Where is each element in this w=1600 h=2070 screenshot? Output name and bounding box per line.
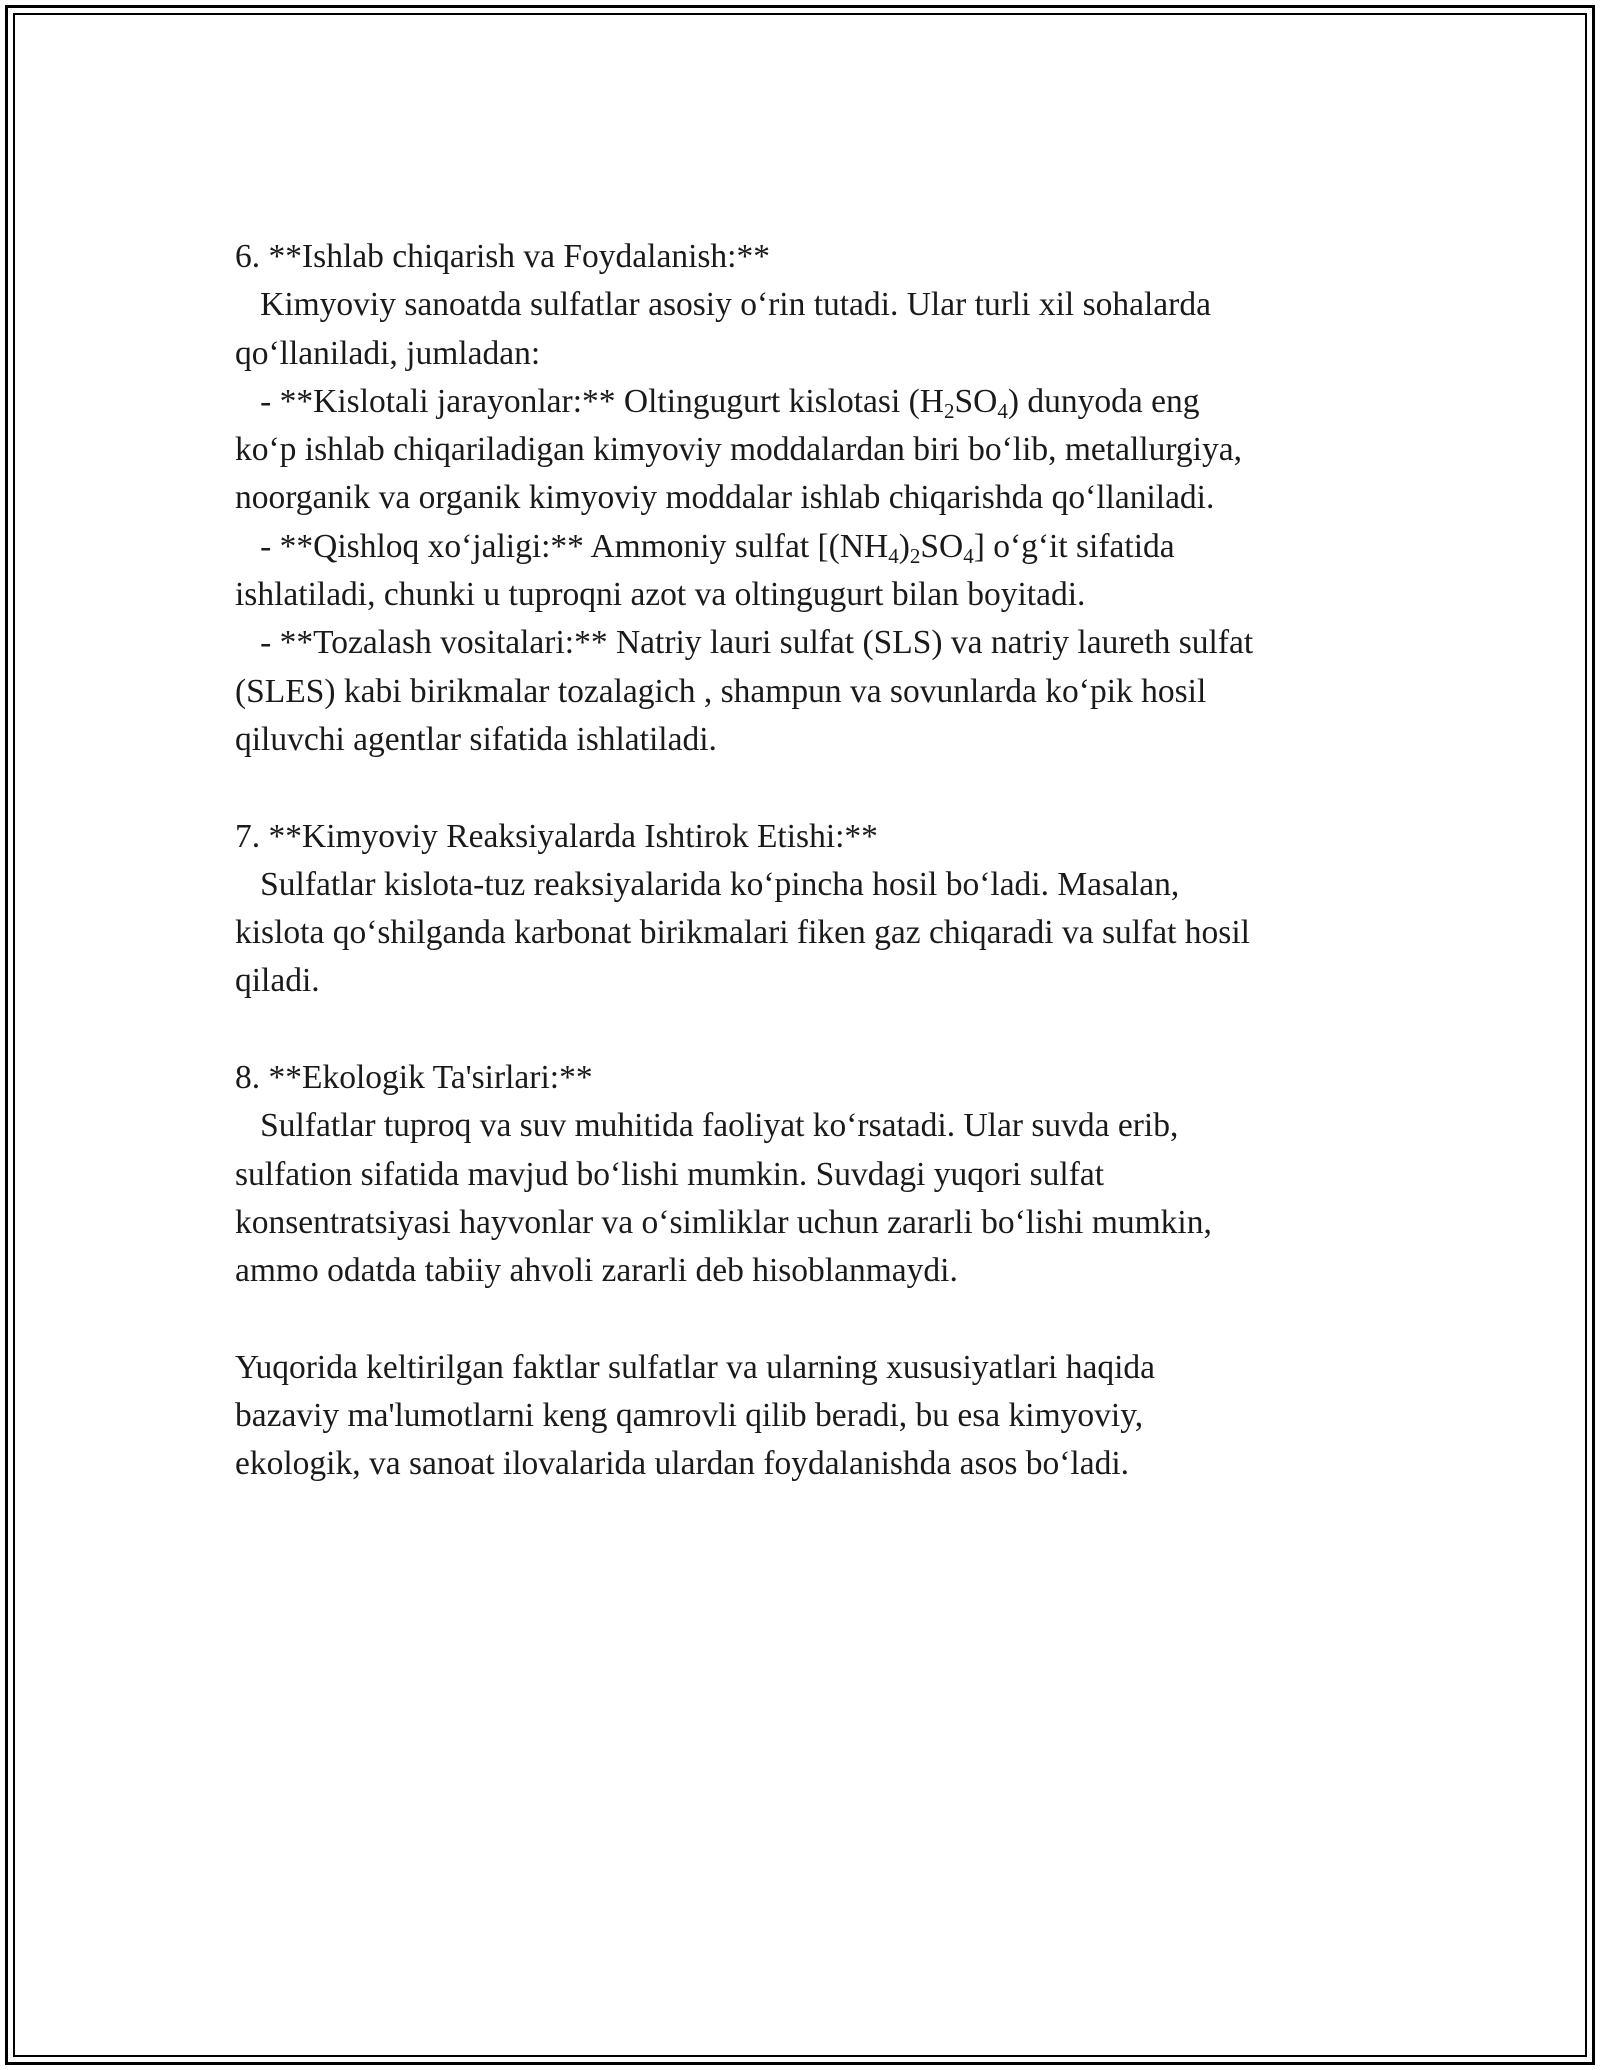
section-heading: 7. **Kimyoviy Reaksiyalarda Ishtirok Etishi:** [235,817,878,855]
paragraph-line: Yuqorida keltirilgan faktlar sulfatlar va ularning xususiyatlari haqida [235,1348,1156,1386]
paragraph-line: qiladi. [235,962,320,1000]
paragraph-line: ekologik, va sanoat ilovalarida ulardan foydalanishda asos bo‘ladi. [235,1445,1129,1483]
paragraph-line: sulfation sifatida mavjud bo‘lishi mumkin. Suvdagi yuqori sulfat [235,1155,1105,1193]
section-heading: 6. **Ishlab chiqarish va Foydalanish:** [235,238,770,275]
conclusion-paragraph [235,1344,1395,1489]
list-item-cleaning-agents: - **Tozalash vositalari:** Natriy lauri sulfat (SLS) va natriy laureth sulfat [235,624,1254,662]
text-fragment: SO [954,382,998,420]
paragraph-line: qiluvchi agentlar sifatida ishlatiladi. [235,720,717,758]
subscript: 2 [909,543,921,568]
paragraph-spacer [235,764,1395,812]
text-fragment: ] o‘g‘it sifatida [973,527,1175,565]
text-fragment: - **Qishloq xo‘jaligi:** Ammoniy sulfat [(NH [235,527,889,565]
paragraph-line: bazaviy ma'lumotlarni keng qamrovli qilib beradi, bu esa kimyoviy, [235,1397,1144,1435]
subscript: 4 [888,543,899,568]
paragraph-line: (SLES) kabi birikmalar tozalagich , shampun va sovunlarda ko‘pik hosil [235,672,1207,710]
paragraph-line: konsentratsiyasi hayvonlar va o‘simliklar uchun zararli bo‘lishi mumkin, [235,1203,1212,1241]
paragraph-spacer [235,1006,1395,1054]
text-fragment: - **Kislotali jarayonlar:** Oltingugurt kislotasi (H [235,382,944,420]
paragraph-spacer [235,1296,1395,1344]
subscript: 2 [943,398,955,423]
section-chemical-reactions [235,813,1395,1006]
paragraph-line: ammo odatda tabiiy ahvoli zararli deb hisoblanmaydi. [235,1252,958,1290]
paragraph-line: kislota qo‘shilganda karbonat birikmalari fiken gaz chiqaradi va sulfat hosil [235,914,1250,952]
section-ecological-effects [235,1054,1395,1295]
paragraph-line: Sulfatlar kislota-tuz reaksiyalarida ko‘pincha hosil bo‘ladi. Masalan, [235,865,1180,903]
paragraph-line: noorganik va organik kimyoviy moddalar ishlab chiqarishda qo‘llaniladi. [235,479,1215,517]
text-fragment: ) dunyoda eng [1007,382,1200,420]
section-heading: 8. **Ekologik Ta'sirlari:** [235,1059,593,1097]
paragraph-line: ko‘p ishlab chiqariladigan kimyoviy moddalardan biri bo‘lib, metallurgiya, [235,431,1242,469]
paragraph-line: Sulfatlar tuproq va suv muhitida faoliyat ko‘rsatadi. Ular suvda erib, [235,1107,1179,1145]
document-body [235,233,1395,1489]
section-production-usage [235,233,1395,764]
subscript: 4 [997,398,1008,423]
subscript: 4 [963,543,974,568]
paragraph-line: Kimyoviy sanoatda sulfatlar asosiy o‘rin tutadi. Ular turli xil sohalarda [235,286,1211,324]
list-item-acid-processes [235,378,1395,426]
text-fragment: SO [920,527,964,565]
paragraph-line: qo‘llaniladi, jumladan: [235,334,541,372]
paragraph-line: ishlatiladi, chunki u tuproqni azot va oltingugurt bilan boyitadi. [235,576,1086,614]
list-item-agriculture [235,523,1395,571]
text-fragment: ) [898,527,910,565]
